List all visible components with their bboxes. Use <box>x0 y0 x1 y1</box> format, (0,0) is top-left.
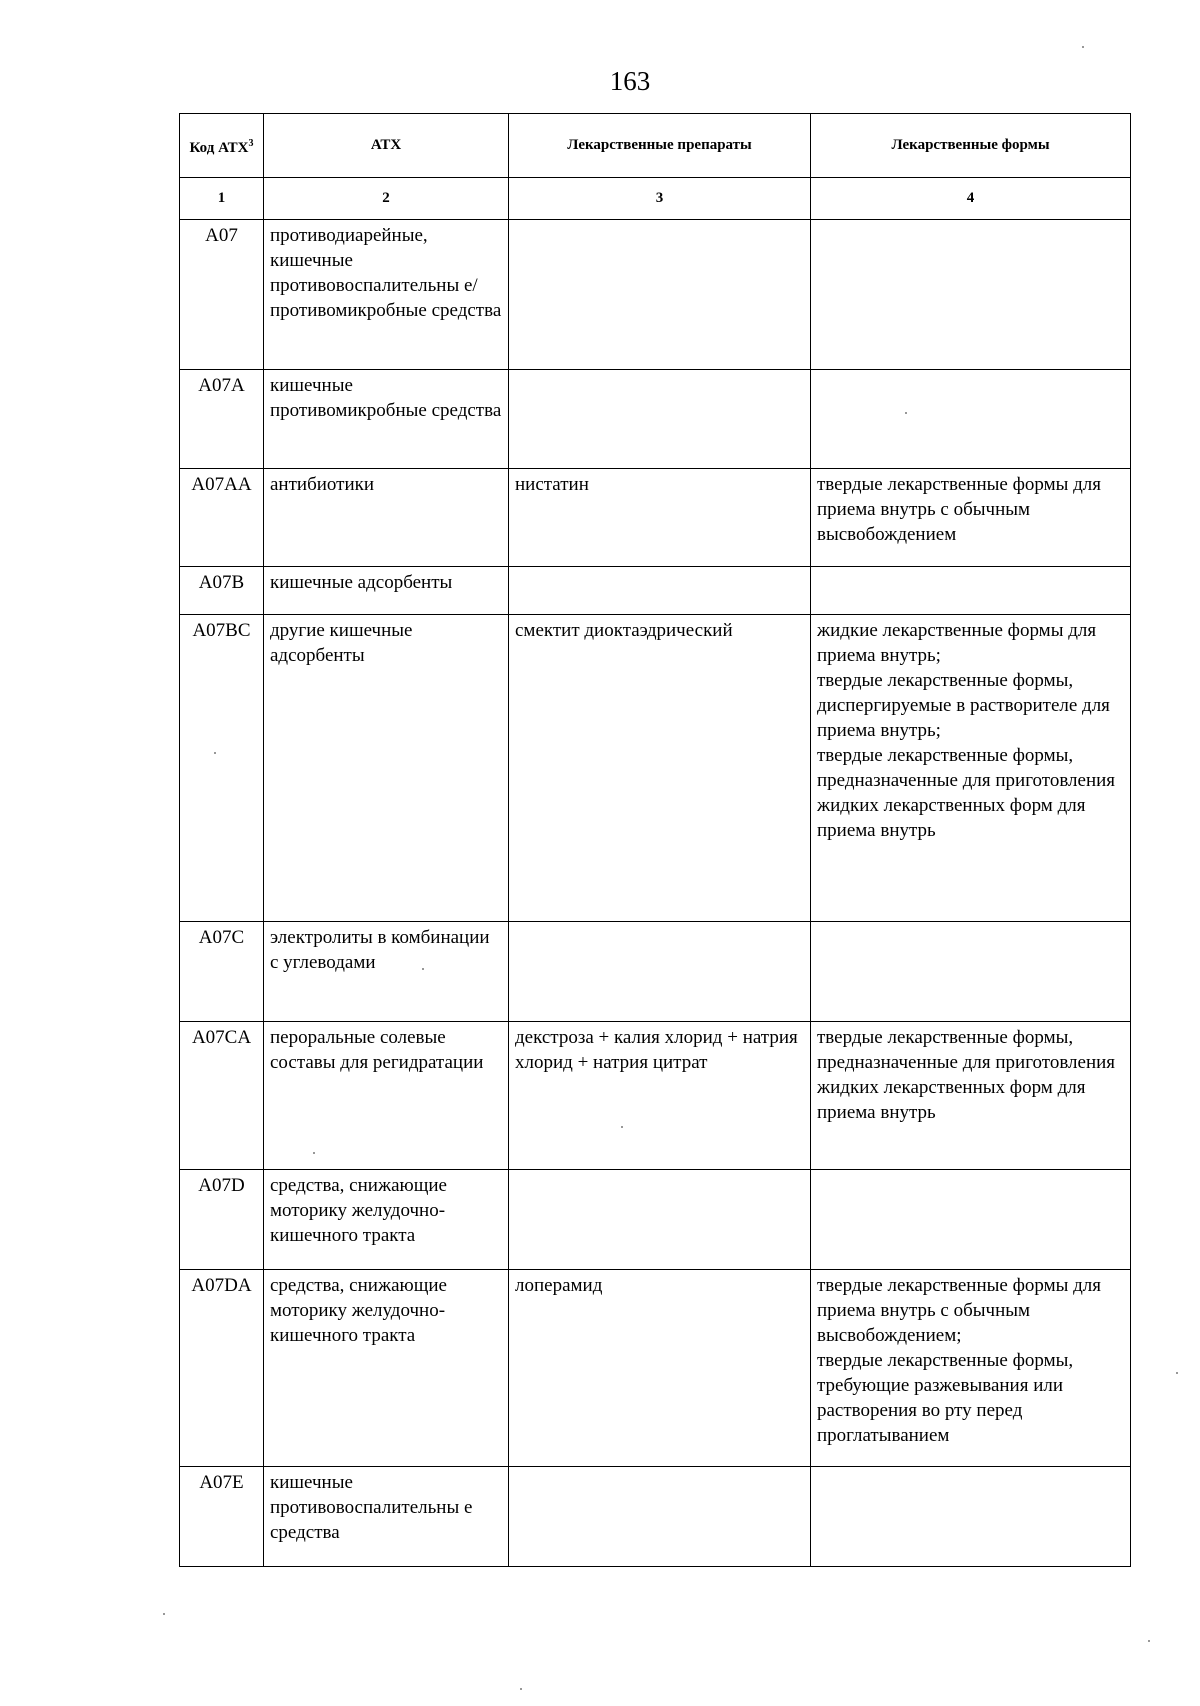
form-cell: жидкие лекарственные формы для приема внутрь; твердые лекарственные формы, диспергируемые в растворителе для приема внутрь; твердые лекарственные формы, предназначенные для приготовления жидких лекарственных форм для приема внутрь <box>811 615 1131 922</box>
form-cell <box>811 922 1131 1022</box>
atx-code-cell: A07CA <box>180 1022 264 1170</box>
drug-cell <box>509 1467 811 1567</box>
atx-code-cell: A07AA <box>180 469 264 567</box>
scan-speck <box>214 752 216 754</box>
form-cell: твердые лекарственные формы для приема внутрь с обычным высвобождением <box>811 469 1131 567</box>
table-row <box>180 1170 1131 1270</box>
form-cell <box>811 220 1131 370</box>
column-number: 3 <box>509 178 811 220</box>
atx-name-cell: средства, снижающие моторику желудочно-кишечного тракта <box>264 1170 509 1270</box>
scan-speck <box>313 1152 315 1154</box>
header-atx: АТХ <box>264 114 509 178</box>
scan-speck <box>163 1613 165 1615</box>
form-cell <box>811 1467 1131 1567</box>
column-number: 1 <box>180 178 264 220</box>
drug-cell <box>509 220 811 370</box>
column-number: 2 <box>264 178 509 220</box>
atx-code-cell: A07DA <box>180 1270 264 1467</box>
table-row <box>180 1022 1131 1170</box>
atx-code-cell: A07B <box>180 567 264 615</box>
table-row <box>180 922 1131 1022</box>
atx-code-cell: A07A <box>180 370 264 469</box>
table-row <box>180 220 1131 370</box>
column-number: 4 <box>811 178 1131 220</box>
table-header-row <box>180 114 1131 178</box>
table-row <box>180 1467 1131 1567</box>
drug-cell: нистатин <box>509 469 811 567</box>
scan-speck <box>422 968 424 970</box>
scan-speck <box>1148 1640 1150 1642</box>
atx-code-cell: A07 <box>180 220 264 370</box>
form-cell: твердые лекарственные формы, предназначенные для приготовления жидких лекарственных форм для приема внутрь <box>811 1022 1131 1170</box>
atx-table <box>179 113 1131 1567</box>
table-row <box>180 1270 1131 1467</box>
drug-cell <box>509 1170 811 1270</box>
scan-speck <box>520 1688 522 1690</box>
header-code-footnote: 3 <box>248 137 254 149</box>
header-drugs: Лекарственные препараты <box>509 114 811 178</box>
atx-name-cell: кишечные противомикробные средства <box>264 370 509 469</box>
atx-name-cell: средства, снижающие моторику желудочно-кишечного тракта <box>264 1270 509 1467</box>
table-row <box>180 469 1131 567</box>
header-code-label: Код АТХ <box>189 139 249 156</box>
drug-cell: декстроза + калия хлорид + натрия хлорид + натрия цитрат <box>509 1022 811 1170</box>
atx-name-cell: кишечные противовоспалительны е средства <box>264 1467 509 1567</box>
atx-name-cell: электролиты в комбинации с углеводами <box>264 922 509 1022</box>
atx-name-cell: другие кишечные адсорбенты <box>264 615 509 922</box>
header-forms: Лекарственные формы <box>811 114 1131 178</box>
atx-code-cell: A07D <box>180 1170 264 1270</box>
table-row <box>180 370 1131 469</box>
page-number: 163 <box>609 66 651 96</box>
column-number-row <box>180 178 1131 220</box>
table-row <box>180 567 1131 615</box>
drug-cell <box>509 922 811 1022</box>
header-code <box>180 114 264 178</box>
atx-name-cell: антибиотики <box>264 469 509 567</box>
form-cell: твердые лекарственные формы для приема внутрь с обычным высвобождением; твердые лекарственные формы, требующие разжевывания или растворения во рту перед проглатыванием <box>811 1270 1131 1467</box>
drug-cell <box>509 370 811 469</box>
scan-speck <box>621 1126 623 1128</box>
scan-speck <box>1176 1372 1178 1374</box>
atx-code-cell: A07E <box>180 1467 264 1567</box>
drug-cell: лоперамид <box>509 1270 811 1467</box>
atx-name-cell: кишечные адсорбенты <box>264 567 509 615</box>
atx-code-cell: A07BC <box>180 615 264 922</box>
form-cell <box>811 1170 1131 1270</box>
drug-cell: смектит диоктаэдрический <box>509 615 811 922</box>
scan-speck <box>905 412 907 414</box>
scan-speck <box>1082 46 1084 48</box>
atx-name-cell: пероральные солевые составы для регидратации <box>264 1022 509 1170</box>
form-cell <box>811 370 1131 469</box>
table-row <box>180 615 1131 922</box>
atx-name-cell: противодиарейные, кишечные противовоспалительны е/противомикробные средства <box>264 220 509 370</box>
atx-code-cell: A07C <box>180 922 264 1022</box>
form-cell <box>811 567 1131 615</box>
drug-cell <box>509 567 811 615</box>
